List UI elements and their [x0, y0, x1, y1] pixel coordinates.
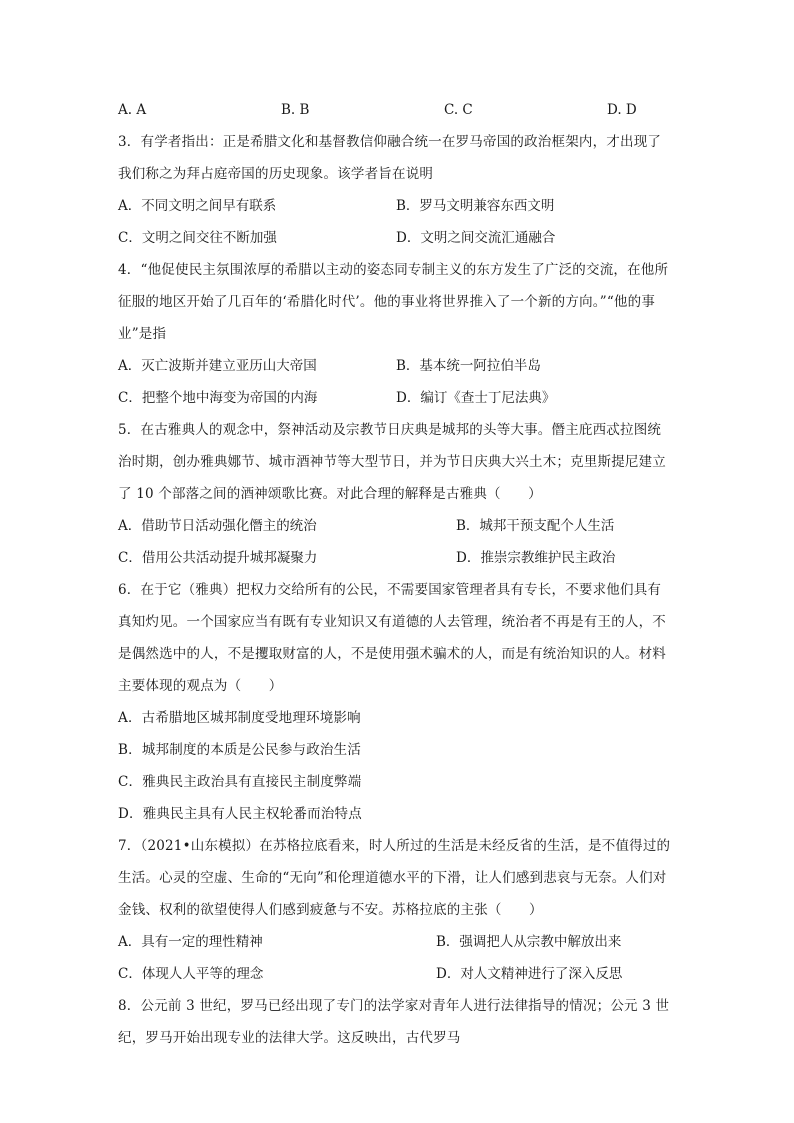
q4-option-a: A．灭亡波斯并建立亚历山大帝国 — [118, 358, 317, 374]
q7-options-row — [118, 964, 678, 985]
q7-stem-line: 7．（2021•山东模拟）在苏格拉底看来，时人所过的生活是未经反省的生活，是不值得过的 — [118, 838, 671, 854]
q6-stem-line: 是偶然选中的人，不是攫取财富的人，不是使用强术骗术的人，而是有统治知识的人。材料 — [118, 646, 666, 662]
q3-option-c: C．文明之间交往不断加强 — [118, 230, 277, 246]
q8-stem-line: 纪，罗马开始出现专业的法律大学。这反映出，古代罗马 — [118, 1030, 461, 1046]
q4-stem-line: 业”是指 — [118, 326, 167, 342]
q3-stem-line: 我们称之为拜占庭帝国的历史现象。该学者旨在说明 — [118, 166, 434, 182]
q6-option-c: C．雅典民主政治具有直接民主制度弊端 — [118, 774, 362, 790]
q7-stem-line: 生活。心灵的空虚、生命的“无向”和伦理道德水平的下滑，让人们感到悲哀与无奈。人们对 — [118, 870, 667, 886]
q5-option-c: C．借用公共活动提升城邦凝聚力 — [118, 550, 318, 566]
q3-option-a: A．不同文明之间早有联系 — [118, 198, 277, 214]
q3-stem-line: 3．有学者指出：正是希腊文化和基督教信仰融合统一在罗马帝国的政治框架内，才出现了 — [118, 134, 662, 150]
q2-options — [118, 100, 678, 121]
q7-option-d: D．对人文精神进行了深入反思 — [436, 966, 623, 982]
q5-option-d: D．推崇宗教维护民主政治 — [456, 550, 616, 566]
q7-option-a: A．具有一定的理性精神 — [118, 934, 263, 950]
q5-stem-line: 5．在古雅典人的观念中，祭神活动及宗教节日庆典是城邦的头等大事。僭主庇西忒拉图统 — [118, 422, 662, 438]
q4-options-row — [118, 388, 678, 409]
q6-option-d: D．雅典民主具有人民主权轮番而治特点 — [118, 806, 362, 822]
q5-option-b: B．城邦干预支配个人生活 — [456, 518, 615, 534]
q7-options-row — [118, 932, 678, 953]
q5-stem-line: 了 10 个部落之间的酒神颂歌比赛。对此合理的解释是古雅典（ ） — [118, 486, 542, 502]
q6-stem-line: 6．在于它（雅典）把权力交给所有的公民，不需要国家管理者具有专长，不要求他们具有 — [118, 582, 662, 598]
q4-option-c: C．把整个地中海变为帝国的内海 — [118, 390, 318, 406]
q5-stem-line: 治时期，创办雅典娜节、城市酒神节等大型节日，并为节日庆典大兴土木；克里斯提尼建立 — [118, 454, 666, 470]
q5-options-row — [118, 548, 678, 569]
q3-option-b: B．罗马文明兼容东西文明 — [396, 198, 555, 214]
q4-option-d: D．编订《查士丁尼法典》 — [396, 390, 556, 406]
q2-option-a: A. A — [118, 102, 147, 118]
q5-option-a: A．借助节日活动强化僭主的统治 — [118, 518, 317, 534]
q5-options-row — [118, 516, 678, 537]
q8-stem-line: 8．公元前 3 世纪，罗马已经出现了专门的法学家对青年人进行法律指导的情况；公元 3 世 — [118, 998, 670, 1014]
exam-page — [118, 100, 678, 1060]
question-4 — [118, 260, 678, 409]
q6-option-a: A．古希腊地区城邦制度受地理环境影响 — [118, 710, 361, 726]
q7-stem-line: 金钱、权利的欲望使得人们感到疲惫与不安。苏格拉底的主张（ ） — [118, 902, 543, 918]
q3-option-d: D．文明之间交流汇通融合 — [396, 230, 556, 246]
q2-option-b: B. B — [281, 102, 310, 118]
q6-stem-line: 主要体现的观点为（ ） — [118, 678, 283, 694]
q7-option-c: C．体现人人平等的理念 — [118, 966, 264, 982]
question-7 — [118, 836, 678, 985]
question-8 — [118, 996, 678, 1049]
q3-options-row — [118, 228, 678, 249]
q2-option-d: D. D — [607, 102, 637, 118]
q4-option-b: B．基本统一阿拉伯半岛 — [396, 358, 541, 374]
q4-stem-line: 4．“他促使民主氛围浓厚的希腊以主动的姿态同专制主义的东方发生了广泛的交流，在他所 — [118, 262, 669, 278]
q6-stem-line: 真知灼见。一个国家应当有既有专业知识又有道德的人去管理，统治者不再是有王的人，不 — [118, 614, 666, 630]
q4-stem-line: 征服的地区开始了几百年的‘希腊化时代’。他的事业将世界推入了一个新的方向。”“他的事 — [118, 294, 656, 310]
question-6 — [118, 580, 678, 825]
question-3 — [118, 132, 678, 249]
q7-option-b: B．强调把人从宗教中解放出来 — [436, 934, 622, 950]
q4-options-row — [118, 356, 678, 377]
q6-option-b: B．城邦制度的本质是公民参与政治生活 — [118, 742, 362, 758]
q2-option-c: C. C — [444, 102, 473, 118]
q3-options-row — [118, 196, 678, 217]
question-5 — [118, 420, 678, 569]
